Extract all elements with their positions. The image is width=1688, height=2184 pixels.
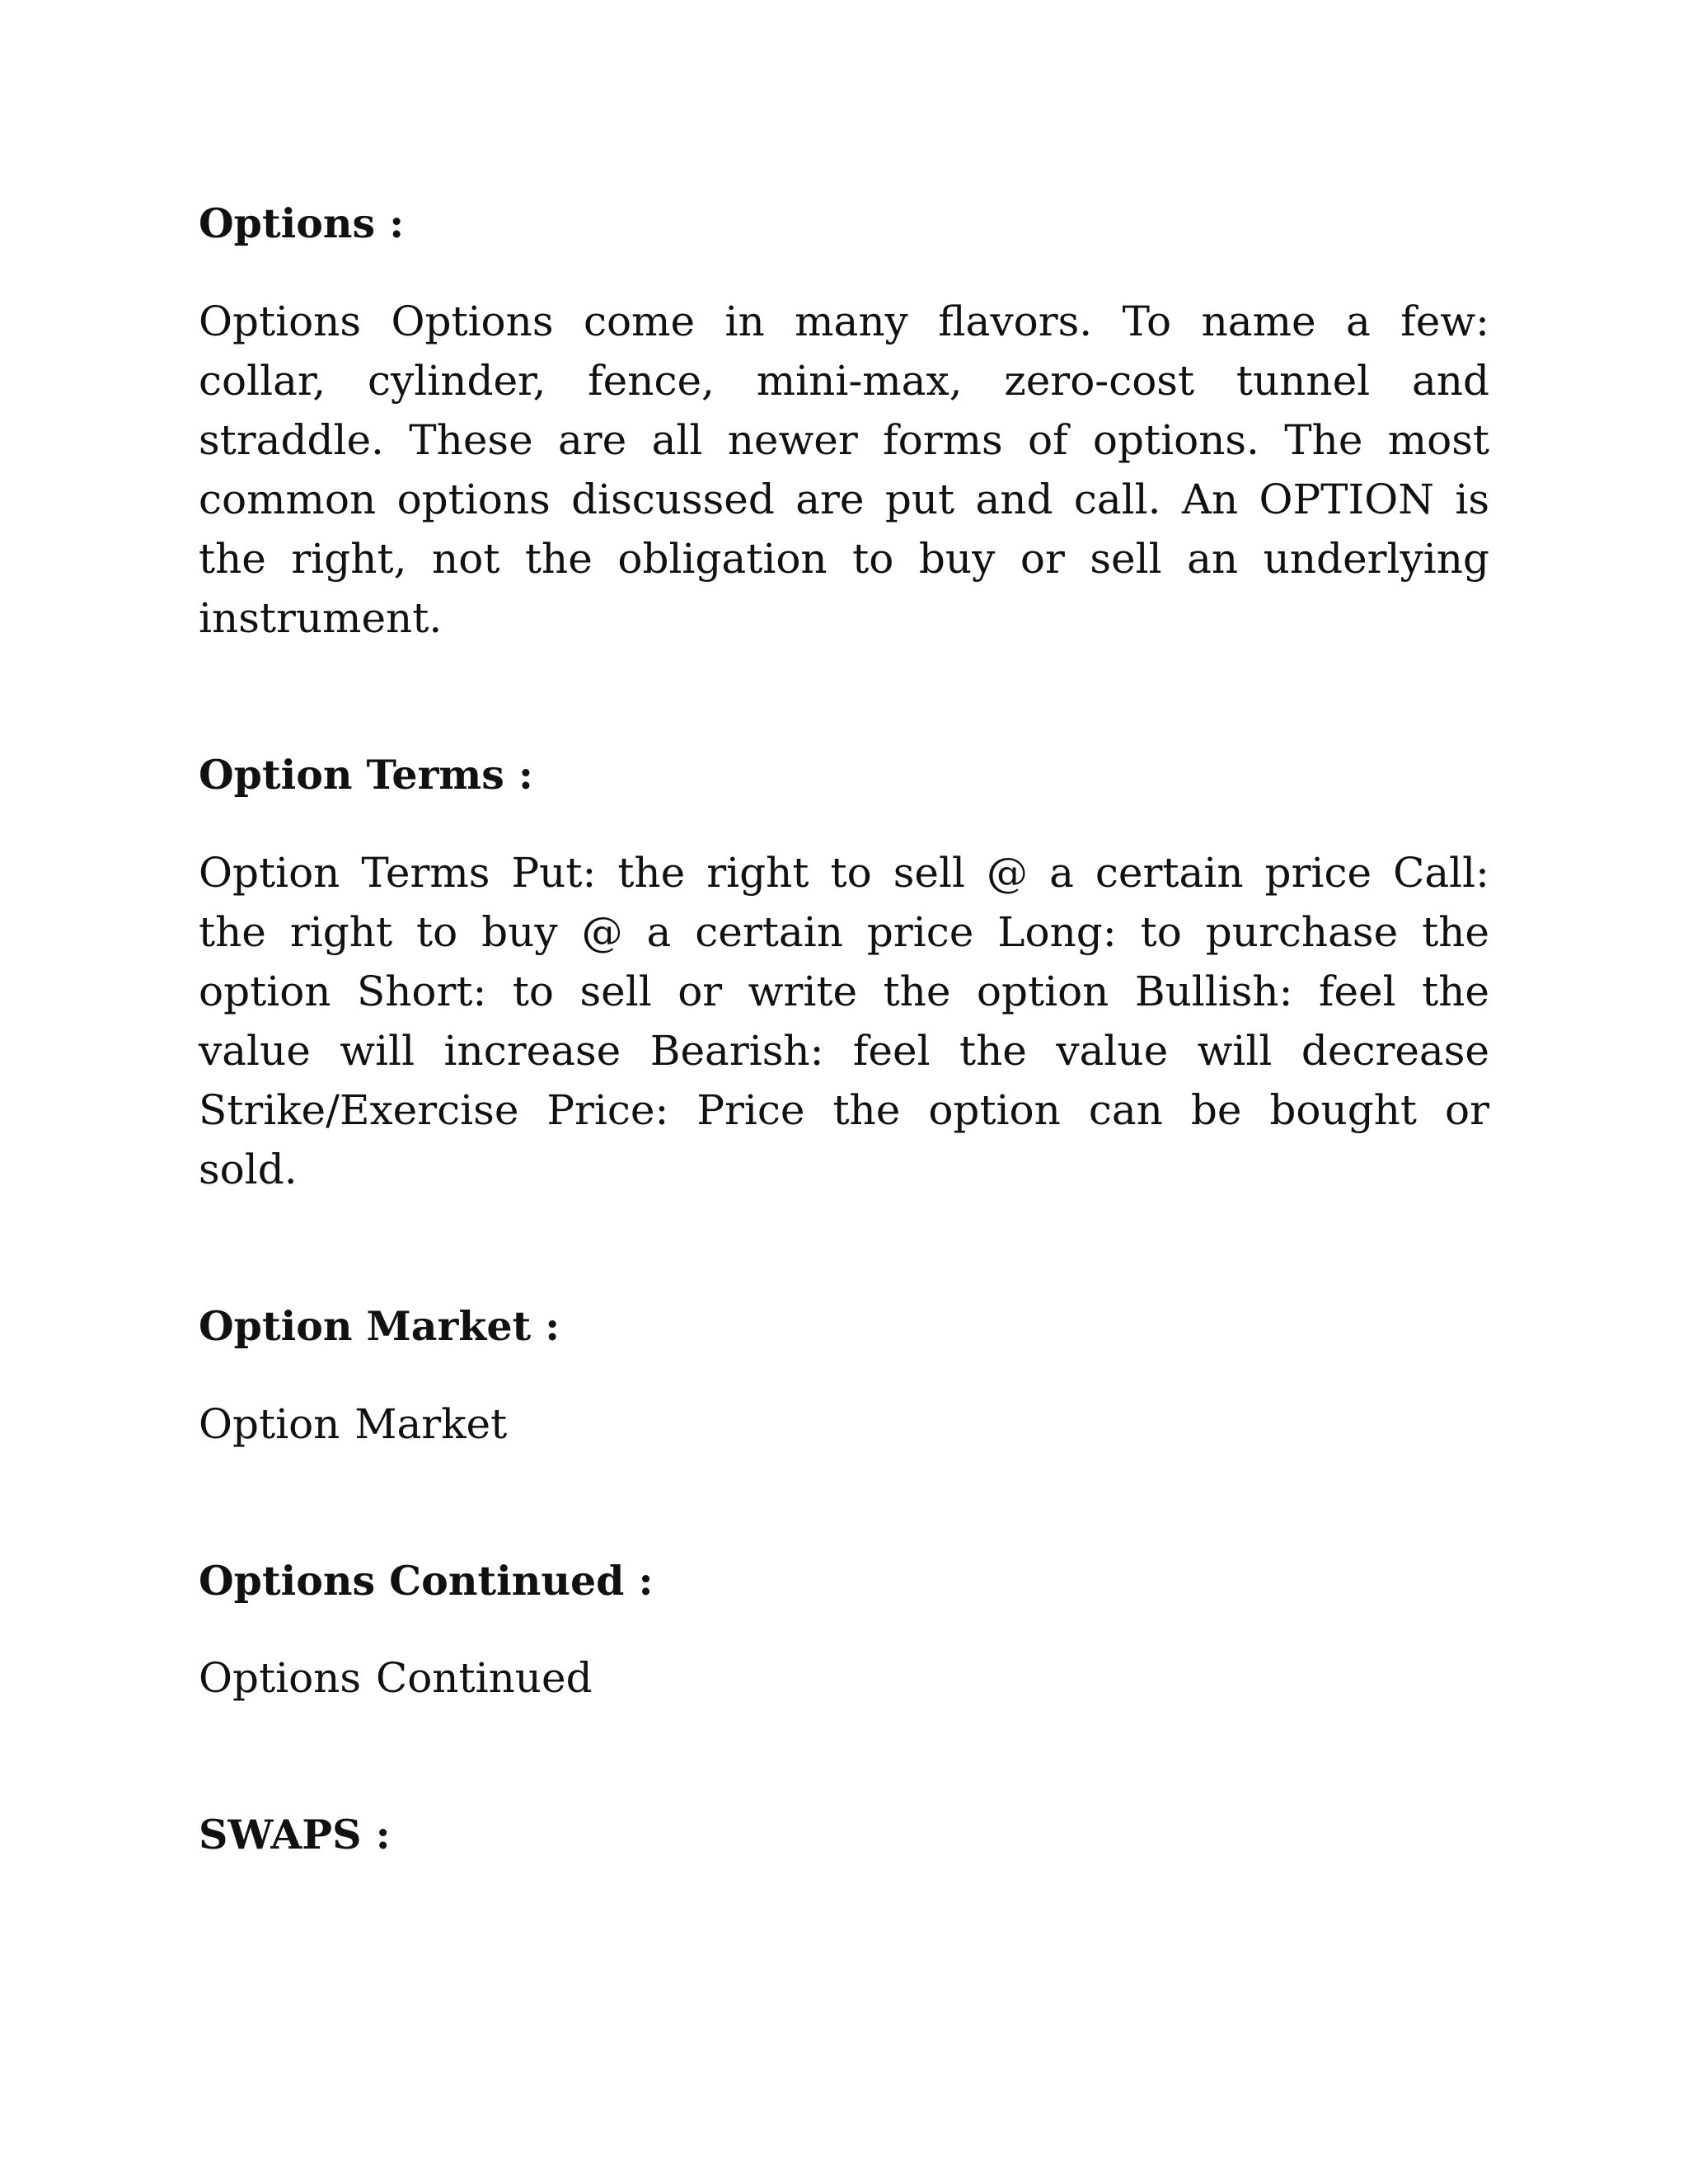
heading-option-terms: Option Terms : — [199, 751, 533, 799]
paragraph-option-terms: Option Terms Put: the right to sell @ a certain price Call: the right to buy @ a certain price Long: to purchase the option Short: to sell or write the option Bullish: feel the value will increase Bearish: feel the value will decrease Strike/Exercise Price: Price the option can be bought or sold. — [199, 849, 1489, 1193]
heading-swaps: SWAPS : — [199, 1811, 391, 1858]
heading-options-continued: Options Continued : — [199, 1557, 654, 1605]
heading-option-market: Option Market : — [199, 1302, 560, 1350]
paragraph-options: Options Options come in many flavors. To name a few: collar, cylinder, fence, mini-max, zero-cost tunnel and straddle. These are all newer forms of options. The most common options discussed are put and call. An OPTION is the right, not the obligation to buy or sell an underlying instrument. — [199, 298, 1489, 642]
paragraph-options-continued: Options Continued — [199, 1654, 593, 1702]
paragraph-option-market: Option Market — [199, 1400, 508, 1448]
heading-options: Options : — [199, 199, 405, 247]
document-page — [199, 0, 1489, 2184]
